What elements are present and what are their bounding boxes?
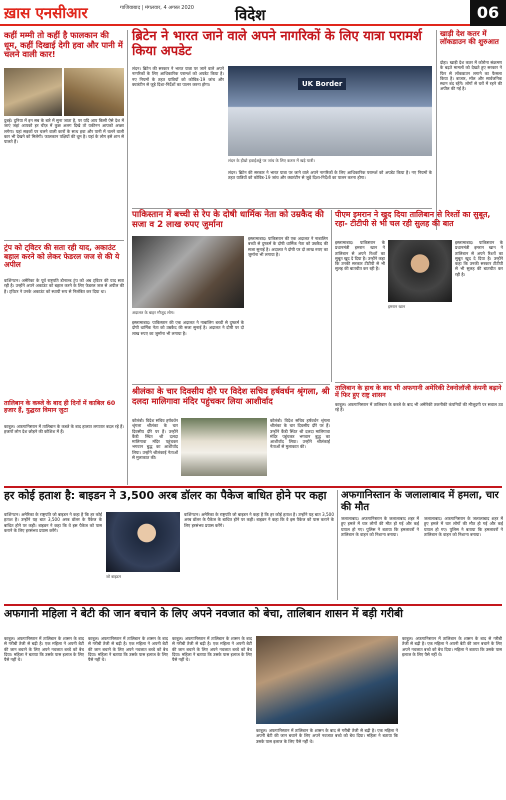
- pak-body-2: इस्लामाबाद। पाकिस्तान की एक अदालत ने नाबालिग बच्ची से दुष्कर्म के दोषी धार्मिक नेता को उम्रकैद की सजा सुनाई है। अदालत ने दोषी पर दो लाख रुपए का जुर्माना भी लगाया है।: [248, 236, 328, 257]
- bottom-body-4: काबुल। अफगानिस्तान में तालिबान के शासन के बाद से गरीबी तेजी से बढ़ी है। एक महिला ने अपनी बेटी की जान बचाने के लिए अपने नवजात बच्चे को बेच दिया। महिला ने बताया कि उसके पास इलाज के लिए पैसे नहीं थे।: [256, 728, 398, 744]
- bottom-body-2: काबुल। अफगानिस्तान में तालिबान के शासन के बाद से गरीबी तेजी से बढ़ी है। एक महिला ने अपनी बेटी की जान बचाने के लिए अपने नवजात बच्चे को बेच दिया। महिला ने बताया कि उसके पास इलाज के लिए पैसे नहीं थे।: [88, 636, 168, 663]
- biden-headline: हर कोई हताश है: बाइडन ने 3,500 अरब डॉलर का पैकेज बाधित होने पर कहा: [4, 489, 327, 502]
- col1-headline: कहीं मम्मी तो कहीं है फालकान की धूम, कहीं दिखाई देगी हवा और पानी में चलने वाली कार!: [4, 30, 123, 60]
- divider: [132, 384, 330, 385]
- trump-body: वाशिंगटन। अमेरिका के पूर्व राष्ट्रपति डोनाल्ड ट्रंप को अब ट्विटर की याद सता रही है। उन्होंने अपने अकाउंट को बहाल करने के लिए फेडरल जज से अपील की है। ट्विटर ने उनके अकाउंट को स्थायी रूप से निलंबित कर दिया था।: [4, 278, 124, 294]
- lead-caption: लंदन के हीथ्रो हवाईअड्डे पर जांच के लिए कतार में खड़े यात्री।: [228, 158, 315, 163]
- col1-body: दुबई। दुनिया में इन सब के बारे में सुना जाता है, पर यदि आप किसी ऐसे देश में जाएं जहां आपको हर चीज़ में कुछ अलग दिखे तो यकीनन आपको अच्छा लगेगा। यहां सड़कों पर चलने वाली कारों के साथ हवा और पानी में चलने वाली कार भी देखने को मिलेगी। फालकान पक्षियों की धूम है। यहां के लोग इसे शान से पालते हैं।: [4, 118, 124, 145]
- page-number: 06: [470, 0, 506, 26]
- pak-body: इस्लामाबाद। पाकिस्तान की एक अदालत ने नाबालिग बच्ची से दुष्कर्म के दोषी धार्मिक नेता को उम्रकैद की सजा सुनाई है। अदालत ने दोषी पर दो लाख रुपए का जुर्माना भी लगाया है।: [132, 320, 244, 336]
- taliban-tech-headline: तालिबान के हाथ के बाद भी अफगानी अमेरिकी टेक्नोलॉजी कंपनी बढ़ाने में फिर हुए राष्ट्र शासन: [335, 384, 502, 400]
- falcon-photo: [64, 68, 124, 116]
- edition-meta: गाजियाबाद | मंगलवार, 4 अगस्त 2020: [120, 5, 194, 11]
- jalalabad-body-2: जलालाबाद। अफगानिस्तान के जलालाबाद शहर में हुए हमले में चार लोगों की मौत हो गई और कई घायल हो गए। पुलिस ने बताया कि हमलावरों ने तालिबान के वाहन को निशाना बनाया।: [424, 516, 503, 537]
- mummy-photo: [4, 68, 62, 116]
- jalalabad-body: जलालाबाद। अफगानिस्तान के जलालाबाद शहर में हुए हमले में चार लोगों की मौत हो गई और कई घायल हो गए। पुलिस ने बताया कि हमलावरों ने तालिबान के वाहन को निशाना बनाया।: [341, 516, 419, 537]
- imran-body: इस्लामाबाद। पाकिस्तान के प्रधानमंत्री इमरान खान ने तालिबान से अपने रिश्तों का सुबूत खुद दे दिया है। उन्होंने कहा कि उनकी सरकार टीटीपी से भी सुलह की बातचीत कर रही है।: [335, 240, 385, 272]
- bottom-body-3: काबुल। अफगानिस्तान में तालिबान के शासन के बाद से गरीबी तेजी से बढ़ी है। एक महिला ने अपनी बेटी की जान बचाने के लिए अपने नवजात बच्चे को बेच दिया। महिला ने बताया कि उसके पास इलाज के लिए पैसे नहीं थे।: [172, 636, 252, 663]
- pak-photo: [132, 236, 244, 308]
- lead-body: लंदन। ब्रिटेन की सरकार ने भारत यात्रा पर जाने वाले अपने नागरिकों के लिए आधिकारिक परामर्श को अपडेट किया है। नए नियमों के तहत यात्रियों को कोविड-19 जांच और क्वारंटीन से जुड़े दिशा-निर्देशों का पालन करना होगा।: [132, 66, 224, 87]
- section-rule: [4, 486, 502, 488]
- divider: [335, 382, 503, 383]
- taliban-col1-body: काबुल। अफगानिस्तान में तालिबान के कब्जे के बाद हालात लगातार बदल रहे हैं। हजारों लोग देश छोड़ने की कोशिश में हैं।: [4, 424, 124, 435]
- taliban-tech-body: काबुल। अफगानिस्तान में तालिबान के कब्जे के बाद भी अमेरिकी तकनीकी कंपनियों की मौजूदगी पर सवाल उठ रहे हैं।: [335, 402, 503, 413]
- pak-headline: पाकिस्तान में बच्ची से रेप के दोषी धार्मिक नेता को उम्रकैद की सजा व 2 लाख रुपए जुर्माना: [132, 210, 324, 230]
- lanka-body-2: कोलंबो। विदेश सचिव हर्षवर्धन श्रृंगला श्रीलंका के चार दिवसीय दौरे पर हैं। उन्होंने कैंडी स्थित श्री दलदा मालिगावा मंदिर पहुंचकर भगवान बुद्ध का आशीर्वाद लिया। उन्होंने श्रीलंकाई नेताओं से मुलाकात की।: [270, 418, 330, 450]
- section-title: विदेश: [235, 6, 266, 24]
- uk-border-sign: UK Border: [298, 78, 346, 90]
- pak-caption: अदालत के बाहर मौजूद लोग।: [132, 310, 175, 315]
- imran-headline: पीएम इमरान ने खुद दिया तालिबान से रिश्तों का सुबूत, रहा- टीटीपी से भी चल रही सुलह की बात: [335, 210, 491, 228]
- imran-body-2: इस्लामाबाद। पाकिस्तान के प्रधानमंत्री इमरान खान ने तालिबान से अपने रिश्तों का सुबूत खुद दे दिया है। उन्होंने कहा कि उनकी सरकार टीटीपी से भी सुलह की बातचीत कर रही है।: [455, 240, 503, 277]
- section-rule: [4, 604, 502, 606]
- lead-body-2: लंदन। ब्रिटेन की सरकार ने भारत यात्रा पर जाने वाले अपने नागरिकों के लिए आधिकारिक परामर्श को अपडेट किया है। नए नियमों के तहत यात्रियों को कोविड-19 जांच और क्वारंटीन से जुड़े दिशा-निर्देशों का पालन करना होगा।: [228, 170, 432, 181]
- bottom-body-5: काबुल। अफगानिस्तान में तालिबान के शासन के बाद से गरीबी तेजी से बढ़ी है। एक महिला ने अपनी बेटी की जान बचाने के लिए अपने नवजात बच्चे को बेच दिया। महिला ने बताया कि उसके पास इलाज के लिए पैसे नहीं थे।: [402, 636, 502, 657]
- column-divider: [331, 210, 332, 382]
- lanka-photo: [181, 418, 267, 476]
- newspaper-logo: ख़ास एनसीआर: [4, 4, 88, 22]
- bottom-body: काबुल। अफगानिस्तान में तालिबान के शासन के बाद से गरीबी तेजी से बढ़ी है। एक महिला ने अपनी बेटी की जान बचाने के लिए अपने नवजात बच्चे को बेच दिया। महिला ने बताया कि उसके पास इलाज के लिए पैसे नहीं थे।: [4, 636, 84, 663]
- lanka-body: कोलंबो। विदेश सचिव हर्षवर्धन श्रृंगला श्रीलंका के चार दिवसीय दौरे पर हैं। उन्होंने कैंडी स्थित श्री दलदा मालिगावा मंदिर पहुंचकर भगवान बुद्ध का आशीर्वाद लिया। उन्होंने श्रीलंकाई नेताओं से मुलाकात की।: [132, 418, 178, 461]
- biden-body: वाशिंगटन। अमेरिका के राष्ट्रपति जो बाइडन ने कहा है कि हर कोई हताश है। उन्होंने यह बात 3,500 अरब डॉलर के पैकेज के बाधित होने पर कही। बाइडन ने कहा कि वे इस पैकेज को पास कराने के लिए हरसंभव प्रयास करेंगे।: [4, 512, 102, 533]
- qatar-body: दोहा। खाड़ी देश कतर में कोरोना संक्रमण के बढ़ते मामलों को देखते हुए सरकार ने फिर से लॉकडाउन लगाने का फैसला किया है। बाजार, मॉल और सार्वजनिक स्थान बंद रहेंगे। लोगों से घरों में रहने की अपील की गई है।: [440, 60, 502, 92]
- lead-photo: [228, 66, 432, 156]
- lanka-headline: श्रीलंका के चार दिवसीय दौरे पर विदेश सचिव हर्षवर्धन श्रृंगला, श्री दलदा मालिगावा मंदिर पहुंचकर लिया आशीर्वाद: [132, 386, 330, 406]
- trump-headline: ट्रंप को ट्विटर की सता रही याद, अकाउंट बहाल करने को लेकर फेडरल जज से की ये अपील: [4, 243, 120, 270]
- biden-body-2: वाशिंगटन। अमेरिका के राष्ट्रपति जो बाइडन ने कहा है कि हर कोई हताश है। उन्होंने यह बात 3,500 अरब डॉलर के पैकेज के बाधित होने पर कही। बाइडन ने कहा कि वे इस पैकेज को पास कराने के लिए हरसंभव प्रयास करेंगे।: [184, 512, 334, 528]
- bottom-headline: अफगानी महिला ने बेटी की जान बचाने के लिए अपने नवजात को बेचा, तालिबान शासन में बड़ी गरीबी: [4, 607, 403, 620]
- taliban-col1-headline: तालिबान के कब्जे के बाद ही दिनों में काबिल 60 हजार हैं, युद्धरत विमान जुटा: [4, 400, 116, 415]
- column-divider: [436, 30, 437, 230]
- lead-headline: ब्रिटेन ने भारत जाने वाले अपने नागरिकों के लिए यात्रा परामर्श किया अपडेट: [132, 29, 422, 59]
- imran-photo: [388, 240, 452, 302]
- biden-photo: [106, 512, 180, 572]
- divider: [4, 240, 124, 241]
- column-divider: [127, 30, 128, 485]
- jalalabad-headline: अफगानिस्तान के जलालाबाद में हमला, चार की मौत: [341, 490, 499, 513]
- qatar-headline: खाड़ी देश कतर में लॉकडाउन की शुरुआत: [440, 29, 499, 47]
- bottom-photo: [256, 636, 398, 724]
- biden-caption: जो बाइडन: [106, 574, 121, 579]
- divider: [132, 208, 432, 209]
- imran-caption: इमरान खान: [388, 304, 406, 309]
- column-divider: [337, 490, 338, 600]
